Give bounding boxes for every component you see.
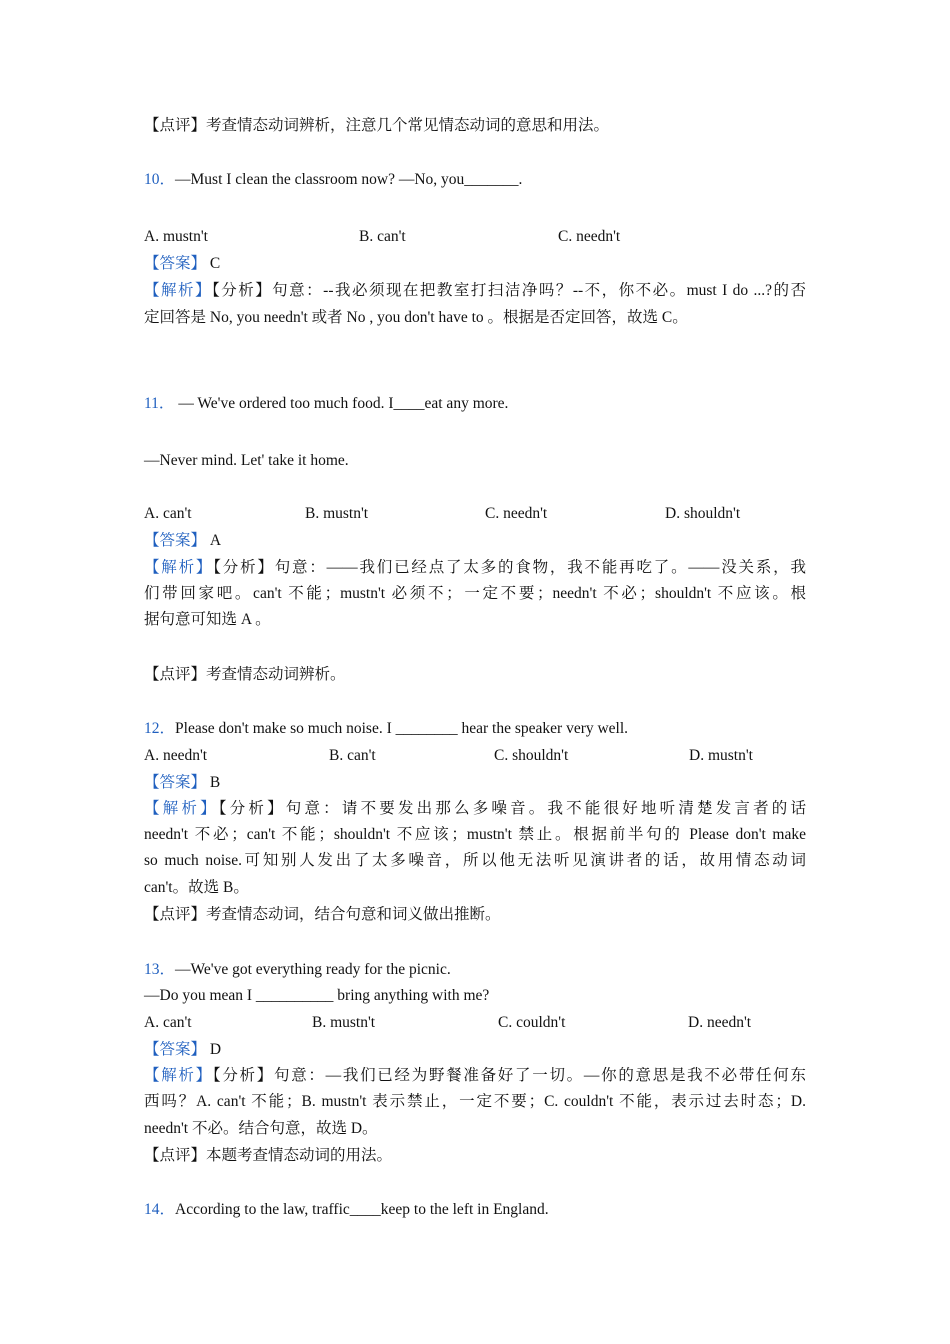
analysis-label: 【解析】 bbox=[144, 1067, 213, 1084]
q11-option-d: D. shouldn't bbox=[665, 505, 741, 522]
answer-label: 【答案】 bbox=[144, 255, 207, 272]
q13-option-c: C. couldn't bbox=[498, 1014, 566, 1031]
q12-number: 12． bbox=[144, 720, 176, 737]
q13-answer bbox=[144, 1037, 221, 1064]
q10-analysis-line-2: 定回答是 No, you needn't 或者 No , you don't have to 。根据是否定回答，故选 C。 bbox=[144, 309, 688, 326]
analysis-label: 【解析】 bbox=[144, 282, 212, 299]
analysis-label: 【解析】 bbox=[144, 800, 219, 817]
q13-option-a: A. can't bbox=[144, 1014, 192, 1031]
answer-value: B bbox=[209, 774, 221, 791]
q11-option-a: A. can't bbox=[144, 505, 192, 522]
q13-analysis-line-1: 【解析】【分析】句意：—我们已经为野餐准备好了一切。—你的意思是我不必带任何东 bbox=[144, 1067, 806, 1084]
q12-stem-line bbox=[144, 716, 628, 743]
q12-option-a: A. needn't bbox=[144, 747, 208, 764]
q14-stem: According to the law, traffic____keep to the left in England. bbox=[175, 1201, 549, 1218]
q10-analysis-line-1: 【解析】【分析】句意：--我必须现在把教室打扫洁净吗？--不，你不必。must I do ...?的否 bbox=[144, 282, 806, 299]
q11-review: 【点评】考查情态动词辨析。 bbox=[144, 666, 346, 683]
answer-label: 【答案】 bbox=[144, 1041, 207, 1058]
q11-stem-line bbox=[144, 391, 508, 418]
q12-option-d: D. mustn't bbox=[689, 747, 753, 764]
q11-stem-2: —Never mind. Let' take it home. bbox=[144, 452, 349, 469]
q10-option-a: A. mustn't bbox=[144, 228, 208, 245]
q12-review: 【点评】考查情态动词，结合句意和词义做出推断。 bbox=[144, 906, 501, 923]
answer-label: 【答案】 bbox=[144, 532, 207, 549]
answer-label: 【答案】 bbox=[144, 774, 207, 791]
q10-answer bbox=[144, 251, 220, 278]
q13-stem-line bbox=[144, 957, 451, 984]
q12-option-b: B. can't bbox=[329, 747, 376, 764]
q11-stem: — We've ordered too much food. I____eat any more. bbox=[174, 395, 509, 412]
q10-option-b: B. can't bbox=[359, 228, 406, 245]
q11-analysis-line-1: 【解析】【分析】句意：——我们已经点了太多的食物，我不能再吃了。——没关系，我 bbox=[144, 559, 806, 576]
answer-value: C bbox=[209, 255, 221, 272]
q10-stem-line bbox=[144, 167, 522, 194]
q10-number: 10． bbox=[144, 171, 176, 188]
q12-stem: Please don't make so much noise. I ________ hear the speaker very well. bbox=[175, 720, 629, 737]
q13-number: 13． bbox=[144, 961, 176, 978]
q12-option-c: C. shouldn't bbox=[494, 747, 569, 764]
q12-analysis-line-1: 【解析】【分析】句意：请不要发出那么多噪音。我不能很好地听清楚发言者的话 bbox=[144, 800, 806, 817]
q11-answer bbox=[144, 528, 221, 555]
q14-number: 14． bbox=[144, 1201, 176, 1218]
q10-option-c: C. needn't bbox=[558, 228, 621, 245]
q13-option-d: D. needn't bbox=[688, 1014, 752, 1031]
q11-option-c: C. needn't bbox=[485, 505, 548, 522]
q11-analysis-line-3: 据句意可知选 A 。 bbox=[144, 611, 271, 628]
q9-review: 【点评】考查情态动词辨析，注意几个常见情态动词的意思和用法。 bbox=[144, 117, 610, 134]
q14-stem-line bbox=[144, 1197, 549, 1224]
q12-analysis-line-2: needn't 不必；can't 不能；shouldn't 不应该；mustn't 禁止。根据前半句的 Please don't make bbox=[144, 826, 806, 843]
q12-analysis-line-4: can't。故选 B。 bbox=[144, 879, 249, 896]
q13-analysis-line-2: 西吗？A. can't 不能；B. mustn't 表示禁止，一定不要；C. couldn't 不能，表示过去时态；D. bbox=[144, 1093, 806, 1110]
q10-stem: —Must I clean the classroom now? —No, you_______. bbox=[175, 171, 523, 188]
q13-stem: —We've got everything ready for the picnic. bbox=[175, 961, 451, 978]
analysis-label: 【解析】 bbox=[144, 559, 214, 576]
q13-analysis-line-3: needn't 不必。结合句意，故选 D。 bbox=[144, 1120, 378, 1137]
answer-value: A bbox=[209, 532, 222, 549]
q11-analysis-line-2: 们带回家吧。can't 不能；mustn't 必须不；一定不要；needn't 不必；shouldn't 不应该。根 bbox=[144, 585, 806, 602]
q12-answer bbox=[144, 770, 220, 797]
q11-number: 11． bbox=[144, 395, 175, 412]
q13-option-b: B. mustn't bbox=[312, 1014, 376, 1031]
q12-analysis-line-3: so much noise.可知别人发出了太多噪音，所以他无法听见演讲者的话，故用情态动词 bbox=[144, 852, 806, 869]
q11-option-b: B. mustn't bbox=[305, 505, 369, 522]
answer-value: D bbox=[209, 1041, 222, 1058]
q13-stem-2: —Do you mean I __________ bring anything with me? bbox=[144, 987, 490, 1004]
q13-review: 【点评】本题考查情态动词的用法。 bbox=[144, 1147, 393, 1164]
